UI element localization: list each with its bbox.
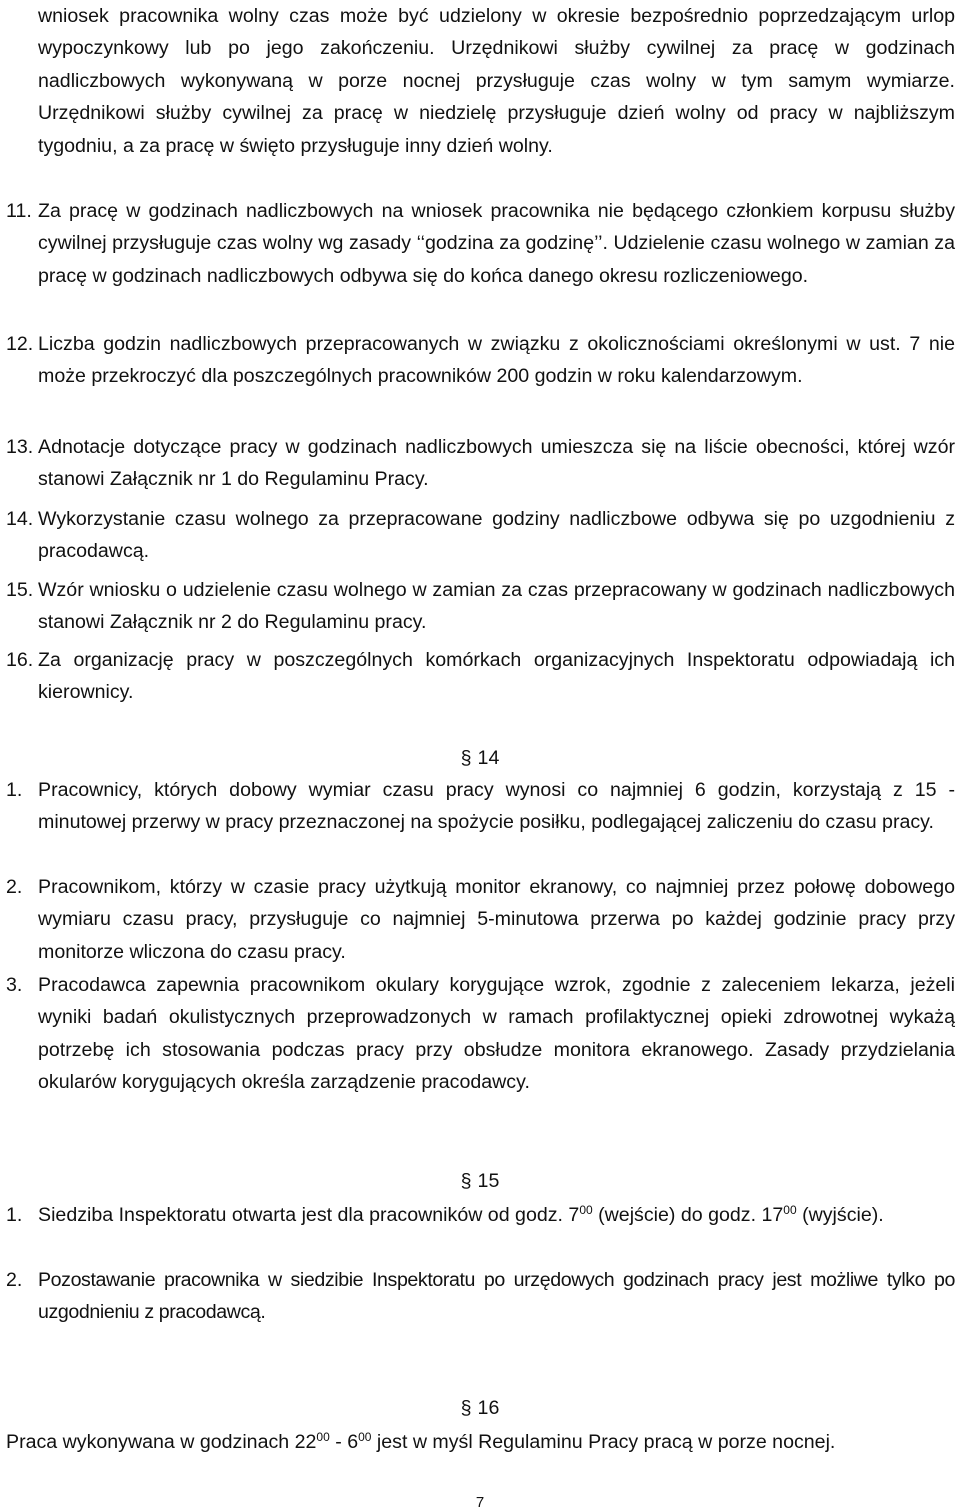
item-number: 2.: [6, 876, 23, 898]
item-text: Wzór wniosku o udzielenie czasu wolnego w zamian za czas przepracowany w godzinach nadliczbowych stanowi Załącznik nr 2 do Regulaminu pracy.: [38, 579, 955, 634]
section-symbol: §: [460, 747, 472, 769]
item-number: 12.: [6, 333, 34, 355]
item-number: 15.: [6, 579, 34, 601]
page-number: 7: [475, 1494, 485, 1511]
section-heading-16: [0, 1394, 960, 1422]
item-text: Adnotacje dotyczące pracy w godzinach nadliczbowych umieszcza się na liście obecności, której wzór stanowi Załącznik nr 1 do Regulaminu Pracy.: [38, 436, 955, 491]
item-number: 14.: [6, 508, 34, 530]
item-text: Pracownikom, którzy w czasie pracy użytkują monitor ekranowy, co najmniej przez połowę dobowego wymiaru czasu pracy, przysługuje co najmniej 5-minutowa przerwa po każdej godzinie pracy przy monitorze wliczona do czasu pracy.: [38, 876, 955, 963]
section-symbol: §: [460, 1170, 472, 1192]
superscript: 00: [579, 1203, 593, 1217]
section-symbol: §: [460, 1397, 472, 1419]
section-number: 15: [477, 1170, 500, 1192]
superscript: 00: [358, 1430, 372, 1444]
intro-paragraph: wniosek pracownika wolny czas może być udzielony w okresie bezpośrednio poprzedzającym urlop wypoczynkowy lub po jego zakończeniu. Urzędnikowi służby cywilnej za pracę w godzinach nadliczbowych wykonywaną w porze nocnej przysługuje czas wolny w tym samym wymiarze. Urzędnikowi służby cywilnej za pracę w niedzielę przysługuje dzień wolny od pracy w najbliższym tygodniu, a za pracę w święto przysługuje inny dzień wolny.: [38, 5, 955, 157]
item-number: 1.: [6, 1204, 23, 1226]
item-text: Liczba godzin nadliczbowych przepracowanych w związku z okolicznościami określonymi w ust. 7 nie może przekroczyć dla poszczególnych pracowników 200 godzin w roku kalendarzowym.: [38, 333, 955, 388]
item-number: 1.: [6, 779, 23, 801]
paragraph-16: Praca wykonywana w godzinach $22^{00} - 6^{00}$ jest w myśl Regulaminu Pracy pracą w porze nocnej.: [6, 1430, 836, 1453]
item-text: Za pracę w godzinach nadliczbowych na wniosek pracownika nie będącego członkiem korpusu służby cywilnej przysługuje czas wolny wg zasady ‘‘godzina za godzinę’’. Udzielenie czasu wolnego w zamian za pracę w godzinach nadliczbowych odbywa się do końca danego okresu rozliczeniowego.: [38, 200, 955, 287]
item-number: 11.: [6, 200, 32, 222]
item-text: Pozostawanie pracownika w siedzibie Inspektoratu po urzędowych godzinach pracy jest możliwe tylko po uzgodnieniu z pracodawcą.: [38, 1269, 955, 1324]
item-text: Wykorzystanie czasu wolnego za przepracowane godziny nadliczbowe odbywa się po uzgodnieniu z pracodawcą.: [38, 508, 955, 563]
item-number: 13.: [6, 436, 34, 458]
section-heading-14: [0, 744, 960, 772]
item-text: Siedziba Inspektoratu otwarta jest dla pracowników od godz. $7^{00}$ (wejście) do godz. $17^{00}$ (wyjście).: [38, 1203, 884, 1226]
item-text: Za organizację pracy w poszczególnych komórkach organizacyjnych Inspektoratu odpowiadają ich kierownicy.: [38, 649, 955, 704]
item-number: 16.: [6, 649, 34, 671]
item-number: 2.: [6, 1269, 23, 1291]
item-number: 3.: [6, 974, 23, 996]
superscript: 00: [783, 1203, 797, 1217]
section-heading-15: [0, 1167, 960, 1195]
item-text: Pracodawca zapewnia pracownikom okulary korygujące wzrok, zgodnie z zaleceniem lekarza, jeżeli wyniki badań okulistycznych przeprowadzonych w ramach profilaktycznej opieki zdrowotnej wykażą potrzebę ich stosowania podczas pracy przy obsłudze monitora ekranowego. Zasady przydzielania okularów korygujących określa zarządzenie pracodawcy.: [38, 974, 955, 1094]
item-text: Pracownicy, których dobowy wymiar czasu pracy wynosi co najmniej 6 godzin, korzystają z 15 - minutowej przerwy w pracy przeznaczonej na spożycie posiłku, podlegającej zaliczeniu do czasu pracy.: [38, 779, 955, 834]
superscript: 00: [316, 1430, 330, 1444]
section-number: 14: [477, 747, 500, 769]
section-number: 16: [477, 1397, 500, 1419]
